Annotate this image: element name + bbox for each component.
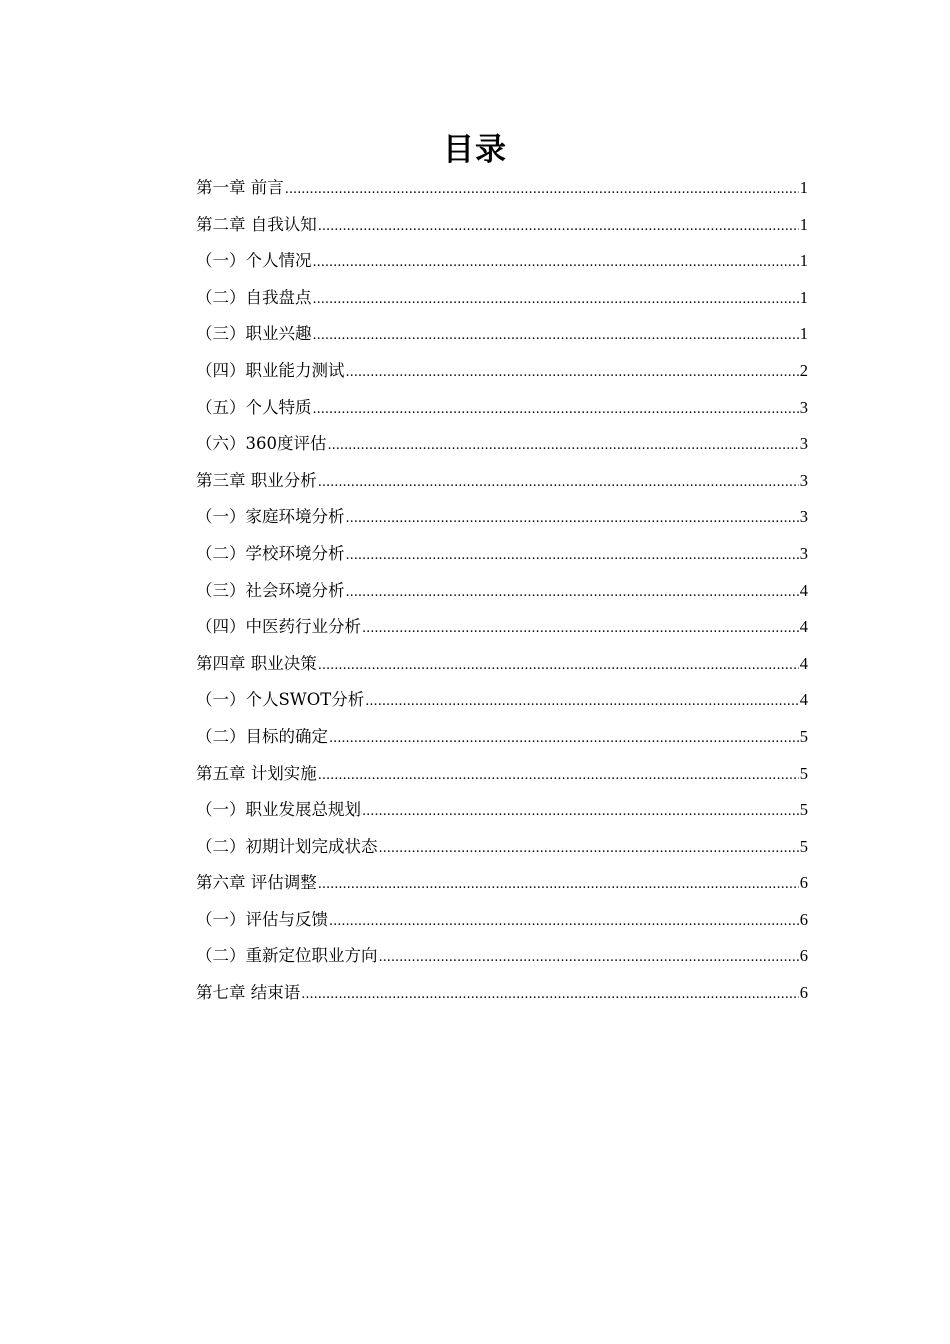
toc-page-number: 1 (799, 251, 808, 271)
toc-dot-leader (313, 392, 799, 427)
toc-entry[interactable] (196, 243, 808, 280)
toc-entry-text: （一）家庭环境分析 (196, 507, 345, 527)
toc-entry[interactable] (196, 609, 808, 646)
toc-entry-text: 第六章 评估调整 (196, 873, 317, 893)
toc-page-number: 1 (799, 287, 808, 307)
toc-title: 目录 (443, 132, 507, 168)
toc-entry-text: （四）职业能力测试 (196, 360, 345, 380)
toc-entry-text: （二）学校环境分析 (196, 543, 345, 563)
toc-dot-leader (329, 904, 799, 939)
toc-dot-leader (346, 355, 799, 390)
toc-page-number: 4 (799, 653, 808, 673)
toc-entry[interactable] (196, 390, 808, 427)
toc-page-number: 3 (799, 543, 808, 563)
toc-dot-leader (318, 209, 799, 244)
toc-page-number: 5 (799, 763, 808, 783)
toc-entry[interactable] (196, 499, 808, 536)
toc-entry-text: 第四章 职业决策 (196, 653, 317, 673)
toc-entry[interactable] (196, 829, 808, 866)
toc-dot-leader (328, 428, 799, 463)
toc-entry-text: （一）职业发展总规划 (196, 800, 361, 820)
toc-dot-leader (379, 940, 799, 975)
toc-page-number: 1 (799, 178, 808, 197)
toc-page-number: 4 (799, 580, 808, 600)
toc-dot-leader (318, 758, 799, 793)
toc-dot-leader (346, 501, 799, 536)
toc-page-number: 6 (799, 909, 808, 929)
toc-entry-text: （二）目标的确定 (196, 726, 328, 746)
toc-page-number: 4 (799, 690, 808, 710)
toc-page-number: 4 (799, 617, 808, 637)
toc-entry[interactable] (196, 353, 808, 390)
toc-entry-text: （一）个人情况 (196, 251, 312, 271)
toc-entry-text: （二）重新定位职业方向 (196, 946, 378, 966)
toc-dot-leader (346, 538, 799, 573)
toc-entry-text: （二）自我盘点 (196, 287, 312, 307)
toc-page-number: 3 (799, 434, 808, 454)
toc-entry-text: （二）初期计划完成状态 (196, 836, 378, 856)
toc-page-number: 6 (799, 946, 808, 966)
toc-entry[interactable] (196, 682, 808, 719)
toc-entry-text: 第一章 前言 (196, 178, 284, 197)
toc-entry[interactable] (196, 792, 808, 829)
toc-dot-leader (318, 867, 799, 902)
toc-entry[interactable] (196, 719, 808, 756)
toc-entry[interactable] (196, 207, 808, 244)
toc-entry-text: 第二章 自我认知 (196, 214, 317, 234)
toc-page-number: 5 (799, 800, 808, 820)
toc-page-number: 2 (799, 360, 808, 380)
toc-entry[interactable] (196, 426, 808, 463)
toc-entry[interactable] (196, 316, 808, 353)
toc-entry[interactable] (196, 463, 808, 500)
toc-page-number: 3 (799, 397, 808, 417)
toc-page-number: 5 (799, 726, 808, 746)
toc-dot-leader (329, 721, 799, 756)
toc-dot-leader (313, 282, 799, 317)
toc-entry-text: 第五章 计划实施 (196, 763, 317, 783)
toc-dot-leader (301, 977, 799, 1012)
toc-dot-leader (346, 575, 799, 610)
toc-entry[interactable] (196, 756, 808, 793)
toc-dot-leader (313, 245, 799, 280)
toc-entry[interactable] (196, 938, 808, 975)
toc-dot-leader (362, 794, 799, 829)
toc-dot-leader (318, 465, 799, 500)
toc-entry[interactable] (196, 902, 808, 939)
toc-entry-text: （五）个人特质 (196, 397, 312, 417)
toc-dot-leader (379, 831, 799, 866)
toc-entry-text: （六）360度评估 (196, 434, 327, 454)
toc-entry[interactable] (196, 536, 808, 573)
toc-entry-text: （四）中医药行业分析 (196, 617, 361, 637)
toc-page-number: 5 (799, 836, 808, 856)
toc-entry[interactable] (196, 573, 808, 610)
toc-dot-leader (365, 684, 798, 719)
toc-entry-text: 第七章 结束语 (196, 983, 301, 1003)
toc-page-number: 3 (799, 507, 808, 527)
toc-entry-text: （三）社会环境分析 (196, 580, 345, 600)
toc-page-number: 6 (799, 983, 808, 1003)
toc-entry[interactable] (196, 280, 808, 317)
toc-entry-text: （三）职业兴趣 (196, 324, 312, 344)
toc-page-number: 6 (799, 873, 808, 893)
toc-list (196, 170, 808, 1012)
toc-entry[interactable] (196, 975, 808, 1012)
toc-entry-text: 第三章 职业分析 (196, 470, 317, 490)
toc-entry[interactable] (196, 170, 808, 207)
toc-page-number: 1 (799, 214, 808, 234)
toc-dot-leader (362, 611, 799, 646)
toc-dot-leader (285, 172, 799, 207)
toc-page-number: 3 (799, 470, 808, 490)
toc-entry-text: （一）评估与反馈 (196, 909, 328, 929)
toc-dot-leader (318, 648, 799, 683)
toc-dot-leader (313, 318, 799, 353)
toc-entry[interactable] (196, 646, 808, 683)
toc-entry-text: （一）个人SWOT分析 (196, 690, 365, 710)
toc-page-number: 1 (799, 324, 808, 344)
toc-entry[interactable] (196, 865, 808, 902)
